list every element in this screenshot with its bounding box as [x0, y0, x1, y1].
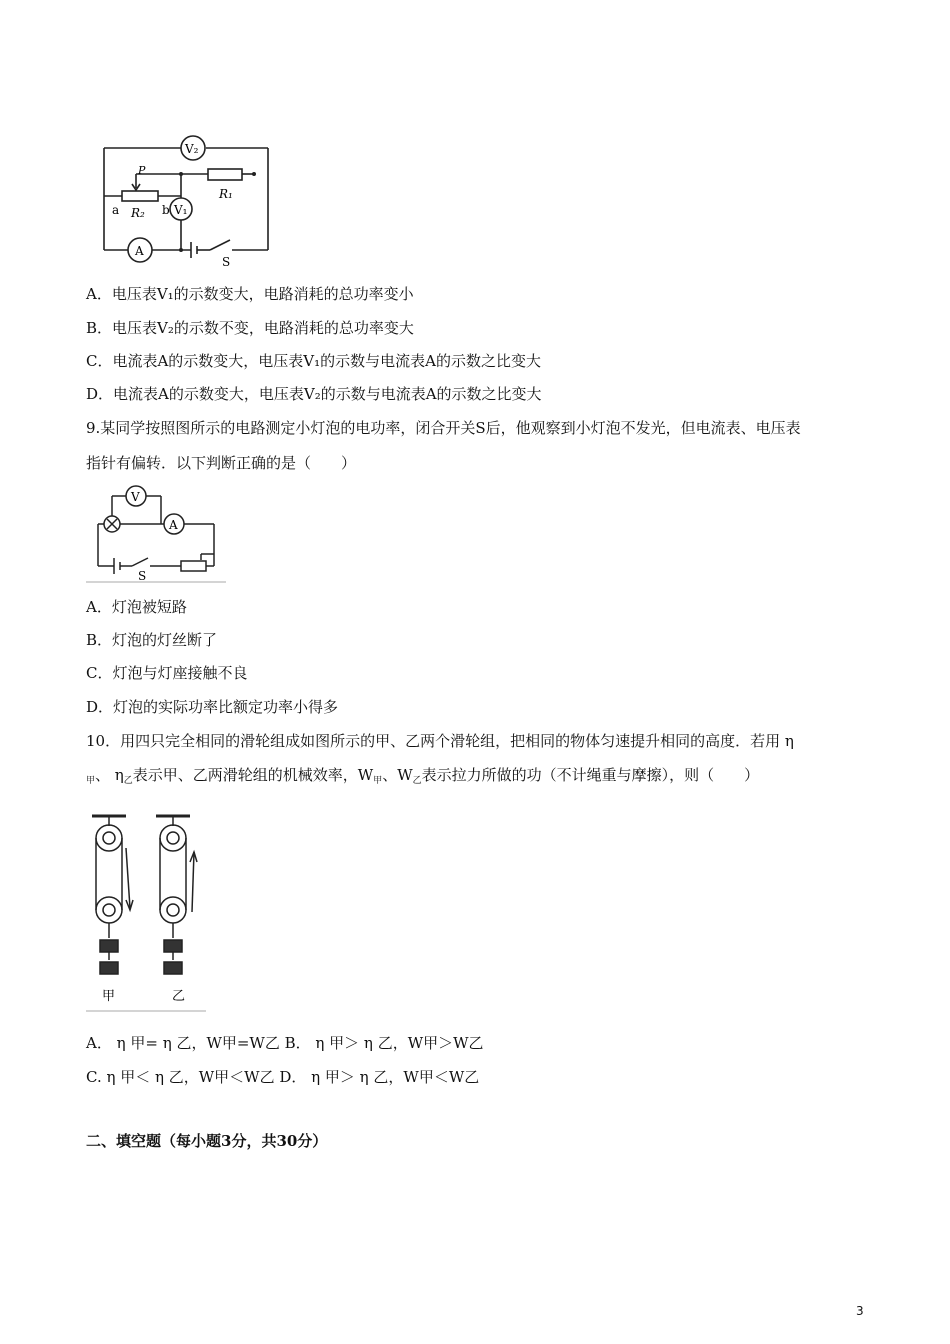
label-yi: 乙: [172, 989, 186, 1004]
q9-option-d: D．灯泡的实际功率比额定功率小得多: [86, 698, 339, 716]
q8-option-c: C．电流表A的示数变大，电压表V₁的示数与电流表A的示数之比变大: [86, 352, 541, 370]
q9-option-a: A．灯泡被短路: [86, 598, 187, 616]
q10-options-line2: C. η 甲＜ η 乙，W甲＜W乙 D． η 甲＞ η 乙，W甲＜W乙: [86, 1068, 480, 1086]
q9-option-c: C．灯泡与灯座接触不良: [86, 664, 248, 682]
q10-options-line1: A． η 甲= η 乙，W甲=W乙 B． η 甲＞ η 乙，W甲＞W乙: [86, 1034, 484, 1052]
sub-jia-2: 甲: [373, 776, 383, 786]
label-r1: R₁: [219, 187, 233, 201]
sub-yi: 乙: [123, 776, 133, 786]
label-p: P: [138, 164, 146, 177]
figure-q8-circuit: [86, 130, 276, 270]
page-number: 3: [856, 1304, 864, 1318]
label-ammeter: A: [135, 244, 144, 258]
label-voltmeter: V: [131, 490, 140, 504]
figure-q10-pulleys: [86, 808, 206, 1013]
section-heading: 二、填空题（每小题3分，共30分）: [86, 1132, 328, 1150]
q9-stem-line2: 指针有偏转．以下判断正确的是（ ）: [86, 454, 357, 472]
label-switch: S: [222, 255, 231, 269]
q9-stem-line1: 9.某同学按照图所示的电路测定小灯泡的电功率，闭合开关S后，他观察到小灯泡不发光，但电流表、电压表: [86, 419, 801, 437]
q8-option-b: B．电压表V₂的示数不变，电路消耗的总功率变大: [86, 319, 414, 337]
q8-option-a: A．电压表V₁的示数变大，电路消耗的总功率变小: [86, 285, 414, 303]
sep2: 、W: [382, 766, 413, 784]
end-text: 表示拉力所做的功（不计绳重与摩擦），则（ ）: [421, 766, 760, 784]
sub-jia: 甲: [86, 776, 96, 786]
label-v2: V₂: [185, 142, 199, 156]
label-v1: V₁: [174, 203, 188, 217]
label-b: b: [162, 203, 170, 217]
figure-q9-circuit: [86, 484, 226, 584]
q10-stem-line2: [86, 764, 759, 789]
mid-text: 表示甲、乙两滑轮组的机械效率，W: [132, 766, 374, 784]
sep1: 、 η: [95, 766, 124, 784]
label-r2: R₂: [131, 206, 145, 220]
label-a: a: [112, 203, 120, 217]
sub-yi-2: 乙: [412, 776, 422, 786]
label-jia: 甲: [102, 989, 116, 1004]
label-switch: S: [138, 569, 147, 583]
q8-option-d: D．电流表A的示数变大，电压表V₂的示数与电流表A的示数之比变大: [86, 385, 542, 403]
q9-option-b: B．灯泡的灯丝断了: [86, 631, 218, 649]
label-ammeter: A: [169, 518, 178, 532]
q10-stem-line1: 10．用四只完全相同的滑轮组成如图所示的甲、乙两个滑轮组，把相同的物体匀速提升相同的高度．若用 η: [86, 732, 794, 750]
